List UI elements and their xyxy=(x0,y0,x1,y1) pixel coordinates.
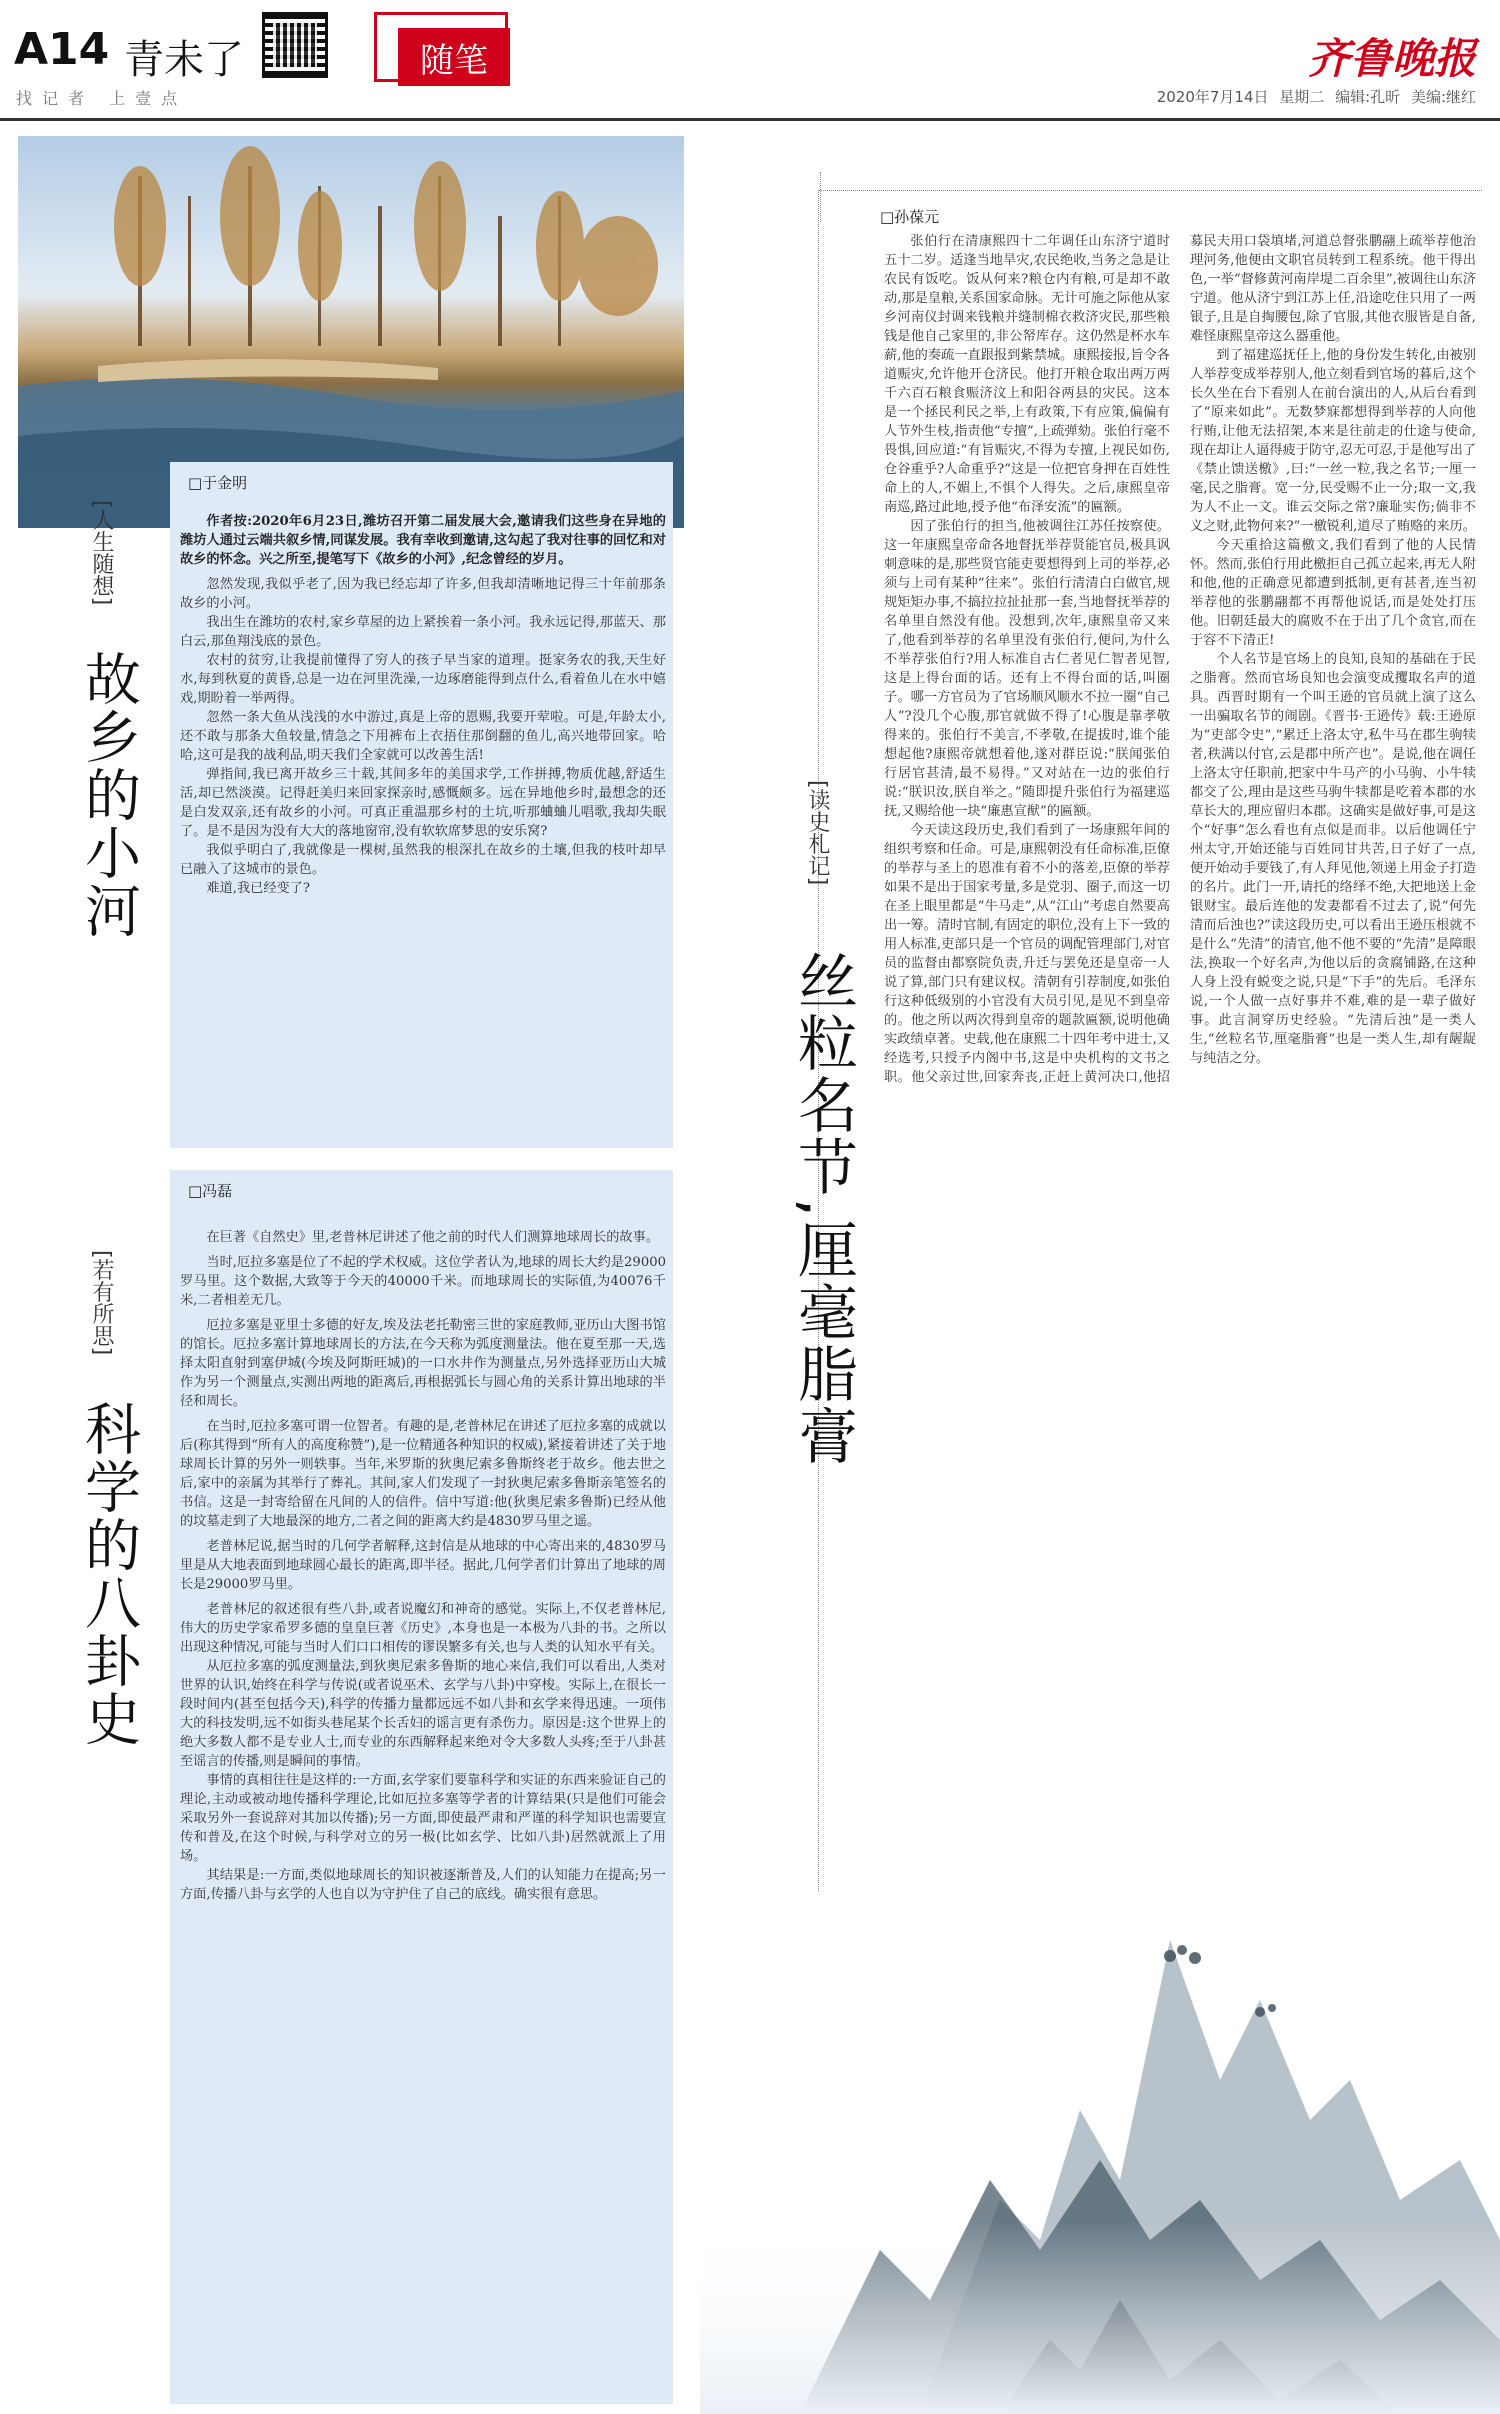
paragraph: 忽然发现,我似乎老了,因为我已经忘却了许多,但我却清晰地记得三十年前那条故乡的小河。 xyxy=(180,577,666,611)
paragraph: 弹指间,我已离开故乡三十载,其间多年的美国求学,工作拼搏,物质优越,舒适生活,却已然淡漠。记得赶美归来回家探亲时,感慨颇多。远在异地他乡时,最想念的还是白发双亲,还有故乡的小河。可真正重温那乡村的土坑,听那蛐蛐儿唱歌,我却失眠了。是不是因为没有大大的落地窗帘,没有软软席梦思的安乐窝? xyxy=(180,767,666,839)
qr-code-icon[interactable] xyxy=(262,12,328,78)
header-rule xyxy=(0,118,1500,121)
paragraph: 今天重拾这篇檄文,我们看到了他的人民情怀。然而,张伯行用此檄拒自己孤立起来,再无人附和他,他的正确意见都遭到抵制,更有甚者,连当初举荐他的张鹏翮都不再帮他说话,而是处处打压他。旧朝廷最大的腐败不在于出了几个贪官,而在于容不下清正! xyxy=(1190,538,1476,648)
paragraph: 忽然一条大鱼从浅浅的水中游过,真是上帝的恩赐,我要开荤啦。可是,年龄太小,还不敢与那条大鱼较量,情急之下用裤布上衣捂住那倒翻的鱼儿,高兴地带回家。哈哈,这可是我的战利品,明天我们全家就可以改善生活! xyxy=(180,710,666,763)
article-body xyxy=(884,232,1476,1814)
author-note: 作者按:2020年6月23日,潍坊召开第二届发展大会,邀请我们这些身在异地的潍坊人通过云端共叙乡情,同谋发展。我有幸收到邀请,这勾起了我对往事的回忆和对故乡的怀念。兴之所至,提笔写下《故乡的小河》,纪念曾经的岁月。 xyxy=(180,514,666,567)
editor-name: 编辑:孔昕 xyxy=(1335,88,1401,106)
paragraph: 到了福建巡抚任上,他的身份发生转化,由被别人举荐变成举荐别人,他立刻看到官场的暮后,这个长久坐在台下看别人在前台演出的人,从后台看到了“原来如此”。无数梦寐都想得到举荐的人向他行贿,让他无法招架,本来是往前走的仕途与使命,现在却让人逼得疲于防守,忍无可忍,于是他写出了《禁止馈送檄》,曰:“一丝一粒,我之名节;一厘一毫,民之脂膏。宽一分,民受赐不止一分;取一文,我为人不止一文。谁云交际之常?廉耻实伤;倘非不义之财,此物何来?”一檄锐利,道尽了贿赂的来历。 xyxy=(1190,348,1476,534)
article-byline: □冯磊 xyxy=(188,1182,233,1200)
article-body xyxy=(180,1228,666,2398)
paragraph: 其结果是:一方面,类似地球周长的知识被逐渐普及,人们的认知能力在提高;另一方面,传播八卦与玄学的人也自以为守护住了自己的底线。确实很有意思。 xyxy=(180,1868,666,1902)
paragraph: 老普林尼的叙述很有些八卦,或者说魔幻和神奇的感觉。实际上,不仅老普林尼,伟大的历史学家希罗多德的皇皇巨著《历史》,本身也是一本极为八卦的书。之所以出现这种情况,可能与当时人们口口相传的谬误繁多有关,也与人类的认知水平有关。 xyxy=(180,1602,666,1655)
issue-weekday: 星期二 xyxy=(1279,88,1325,106)
paragraph: 在当时,厄拉多塞可谓一位智者。有趣的是,老普林尼在讲述了厄拉多塞的成就以后(称其得到“所有人的高度称赞”),是一位精通各种知识的权威),紧接着讲述了关于地球周长计算的另外一则轶事。当年,米罗斯的狄奥尼索多鲁斯终老于故乡。他去世之后,家中的亲属为其举行了葬礼。其间,家人们发现了一封狄奥尼索多鲁斯亲笔签名的书信。这是一封寄给留在凡间的人的信件。信中写道:他(狄奥尼索多鲁斯)已经从他的坟墓走到了大地最深的地方,二者之间的距离大约是4830罗马里之遥。 xyxy=(180,1419,666,1529)
article-tag: [读史札记] xyxy=(805,780,830,886)
article-title: 丝粒名节,厘毫脂膏 xyxy=(788,950,858,1468)
article-byline: □于金明 xyxy=(188,474,248,492)
article-title: 科学的八卦史 xyxy=(76,1400,141,1748)
paragraph: 今天读这段历史,我们看到了一场康熙年间的组织考察和任命。可是,康熙朝没有任命标准,臣僚的举荐与圣上的恩准有着不小的落差,臣僚的举荐如果不是出于国家考量,多是党羽、圈子,而这一切在圣上眼里都是“牛马走”,从“江山”考虑自然要高出一筹。清时官制,有固定的职位,没有上下一致的用人标准,吏部只是一个官员的调配管理部门,对官员的监督由都察院负责,升迁与罢免还是皇帝一人说了算,部门只有建议权。清朝有引荐制度,如张伯行这种低级别的小官没有大员引见,是见不到皇帝的。他之所以两次得到皇帝的题款匾额,说明他确实政绩卓著。史载,他在康熙二十四年考中进士,又经选考,只授予内阁中书,这是中央机构的文书之职。他父亲过世,回家奔丧,正赶上黄河决口,他招募民夫用口袋填堵,河道总督张鹏翮上疏举荐他治理河务,他便由文职官员转到工程系统。他干得出色,一举“督修黄河南岸堤二百余里”,被调往山东济宁道。他从济宁到江苏上任,沿途吃住只用了一两银子,且是自掏腰包,除了官服,其他衣服皆是自备,难怪康熙皇帝这么器重他。 xyxy=(884,234,1476,1085)
paragraph: 我似乎明白了,我就像是一棵树,虽然我的根深扎在故乡的土壤,但我的枝叶却早已融入了这城市的景色。 xyxy=(180,843,666,877)
paragraph: 事情的真相往往是这样的:一方面,玄学家们要靠科学和实证的东西来验证自己的理论,主动或被动地传播科学理论,比如厄拉多塞等学者的计算结果(只是他们可能会采取另外一套说辞对其加以传播);另一方面,即使最严肃和严谨的科学知识也需要宣传和普及,在这个时候,与科学对立的另一极(比如玄学、比如八卦)居然就派上了用场。 xyxy=(180,1773,666,1864)
column-name: 青未了 xyxy=(124,37,244,83)
article-frame-tick xyxy=(820,172,822,222)
article-title: 故乡的小河 xyxy=(76,650,141,940)
paragraph: 个人名节是官场上的良知,良知的基础在于民之脂膏。然而官场良知也会演变成攫取名声的道具。西晋时期有一个叫王逊的官员就上演了这么一出骗取名节的闹剧。《晋书·王逊传》载:王逊原为“吏部令史”,“累迁上洛太守,私牛马在郡生驹犊者,秩满以付官,云是郡中所产也”。是说,他在调任上洛太守任职前,把家中牛马产的小马驹、小牛犊都交了公,理由是这些马驹牛犊都是吃着本郡的水草长大的,理应留归本郡。这确实是做好事,可是这个“好事”怎么看也有点似是而非。以后他调任宁州太守,开始还能与百姓同甘共苦,日子好了一点,便开始动手要钱了,有人拜见他,领递上用金子打造的名片。此门一开,请托的络绎不绝,大把地送上金银财宝。最后连他的发妻都看不过去了,说“何先清而后浊也?”读这段历史,可以看出王逊压根就不是什么“先清”的清官,他不他不要的“先清”是障眼法,换取一个好名声,为他以后的贪腐铺路,在这种人身上没有蜕变之说,只是“下手”的先后。毛泽东说,一个人做一点好事并不难,难的是一辈子做好事。此言洞穿历史经验。“先清后浊”是一类人生,“丝粒名节,厘毫脂膏”也是一类人生,却有龌龊与纯洁之分。 xyxy=(1190,652,1476,1066)
paragraph: 老普林尼说,据当时的几何学者解释,这封信是从地球的中心寄出来的,4830罗马里是从大地表面到地球圆心最长的距离,即半径。据此,几何学者们计算出了地球的周长是29000罗马里。 xyxy=(180,1539,666,1592)
mountain-illustration xyxy=(700,1780,1500,2414)
article-byline: □孙葆元 xyxy=(880,208,940,226)
paragraph: 难道,我已经变了? xyxy=(206,881,310,896)
issue-date: 2020年7月14日 xyxy=(1156,88,1269,106)
paragraph: 在巨著《自然史》里,老普林尼讲述了他之前的时代人们测算地球周长的故事。 xyxy=(206,1230,659,1245)
paragraph: 张伯行在清康熙四十二年调任山东济宁道时五十二岁。适逢当地旱灾,农民绝收,当务之急是让农民有饭吃。饭从何来?粮仓内有粮,可是却不敢动,那是皇粮,关系国家命脉。无计可施之际他从家乡河南仪封调来钱粮并缝制棉衣救济灾民,那些粮钱是他自己家里的,非公帑库存。这仍然是杯水车薪,他的奏疏一直跟报到紫禁城。康熙接报,旨令各道赈灾,允许他开仓济民。他打开粮仓取出两万两千六百石粮食赈济汶上和阳谷两县的灾民。这本是一个拯民利民之举,上有政策,下有应策,偏偏有人节外生枝,指责他“专擅”,上疏弹劾。张伯行毫不畏惧,回应道:“有旨赈灾,不得为专擅,上视民如伤,仓谷重乎?人命重乎?”这是一位把官身押在百姓性命上的人,不媚上,不惧个人得失。之后,康熙皇帝南巡,路过此地,授予他“布泽安流”的匾额。 xyxy=(884,234,1170,515)
article-tag: [若有所思] xyxy=(89,1250,114,1356)
page-number: A14 xyxy=(14,24,110,75)
editor-slogan: 找记者 上壹点 xyxy=(16,89,188,108)
paragraph: 我出生在潍坊的农村,家乡草屋的边上紧挨着一条小河。我永远记得,那蓝天、那白云,那鱼翔浅底的景色。 xyxy=(180,615,666,649)
paragraph: 从厄拉多塞的弧度测量法,到狄奥尼索多鲁斯的地心来信,我们可以看出,人类对世界的认识,始终在科学与传说(或者说巫术、玄学与八卦)中穿梭。实际上,在很长一段时间内(甚至包括今天),科学的传播力量都远远不如八卦和玄学来得迅速。一项伟大的科技发明,远不如街头巷尾某个长舌妇的谣言更有杀伤力。原因是:这个世界上的绝大多数人都不是专业人士,而专业的东西解释起来绝对令大多数人头疼;至于八卦甚至谣言的传播,则是瞬间的事情。 xyxy=(180,1659,666,1769)
article-body xyxy=(180,512,666,1144)
paragraph: 农村的贫穷,让我提前懂得了穷人的孩子早当家的道理。挺家务农的我,天生好水,每到秋夏的黄昏,总是一边在河里洗澡,一边琢磨能得到点什么,看着鱼儿在水中嬉戏,期盼着一举两得。 xyxy=(180,653,666,706)
art-editor-name: 美编:继红 xyxy=(1410,88,1476,106)
paragraph: 厄拉多塞是亚里士多德的好友,埃及法老托勒密三世的家庭教师,亚历山大图书馆的馆长。厄拉多塞计算地球周长的方法,在今天称为弧度测量法。他在夏至那一天,选择太阳直射到塞伊城(今埃及阿斯旺城)的一口水井作为测量点,另外选择亚历山大城作为另一个测量点,实测出两地的距离后,再根据弧长与圆心角的关系计算出地球的半径和周长。 xyxy=(180,1318,666,1409)
newspaper-logo: 齐鲁晚报 xyxy=(1307,34,1476,83)
section-tag: 随笔 xyxy=(398,28,510,86)
paragraph: 当时,厄拉多塞是位了不起的学术权威。这位学者认为,地球的周长大约是29000罗马里。这个数据,大致等于今天的40000千米。而地球周长的实际值,为40076千米,二者相差无几。 xyxy=(180,1255,666,1308)
paragraph: 因了张伯行的担当,他被调往江苏任按察使。这一年康熙皇帝命各地督抚举荐贤能官员,极具讽刺意味的是,那些贤官能吏要想得到上司的举荐,必须与上司有某种“往来”。张伯行清清白白做官,规规矩矩办事,不搞拉拉扯扯那一套,当地督抚举荐的名单里自然没有他。没想到,次年,康熙皇帝又来了,他看到举荐的名单里没有张伯行,便问,为什么不举荐张伯行?用人标准自古仁者见仁智者见智,这是上得台面的话。还有上不得台面的话,叫圈子。哪一方官员为了官场顺风顺水不拉一圈“自己人”?没几个心腹,那官就做不得了!心腹是靠孝敬得来的。张伯行不美言,不孝敬,在提拔时,谁个能想起他?康熙帝就想着他,遂对群臣说:“朕闻张伯行居官甚清,最不易得。”又对站在一边的张伯行说:“朕识汝,朕自举之。”随即提升张伯行为福建巡抚,又赐给他一块“廉惠宣猷”的匾额。 xyxy=(884,519,1170,819)
article-science-gossip xyxy=(170,1170,673,2404)
issue-meta xyxy=(1157,86,1476,107)
article-tag: [人生随想] xyxy=(89,500,114,606)
article-hometown-river xyxy=(170,462,673,1148)
